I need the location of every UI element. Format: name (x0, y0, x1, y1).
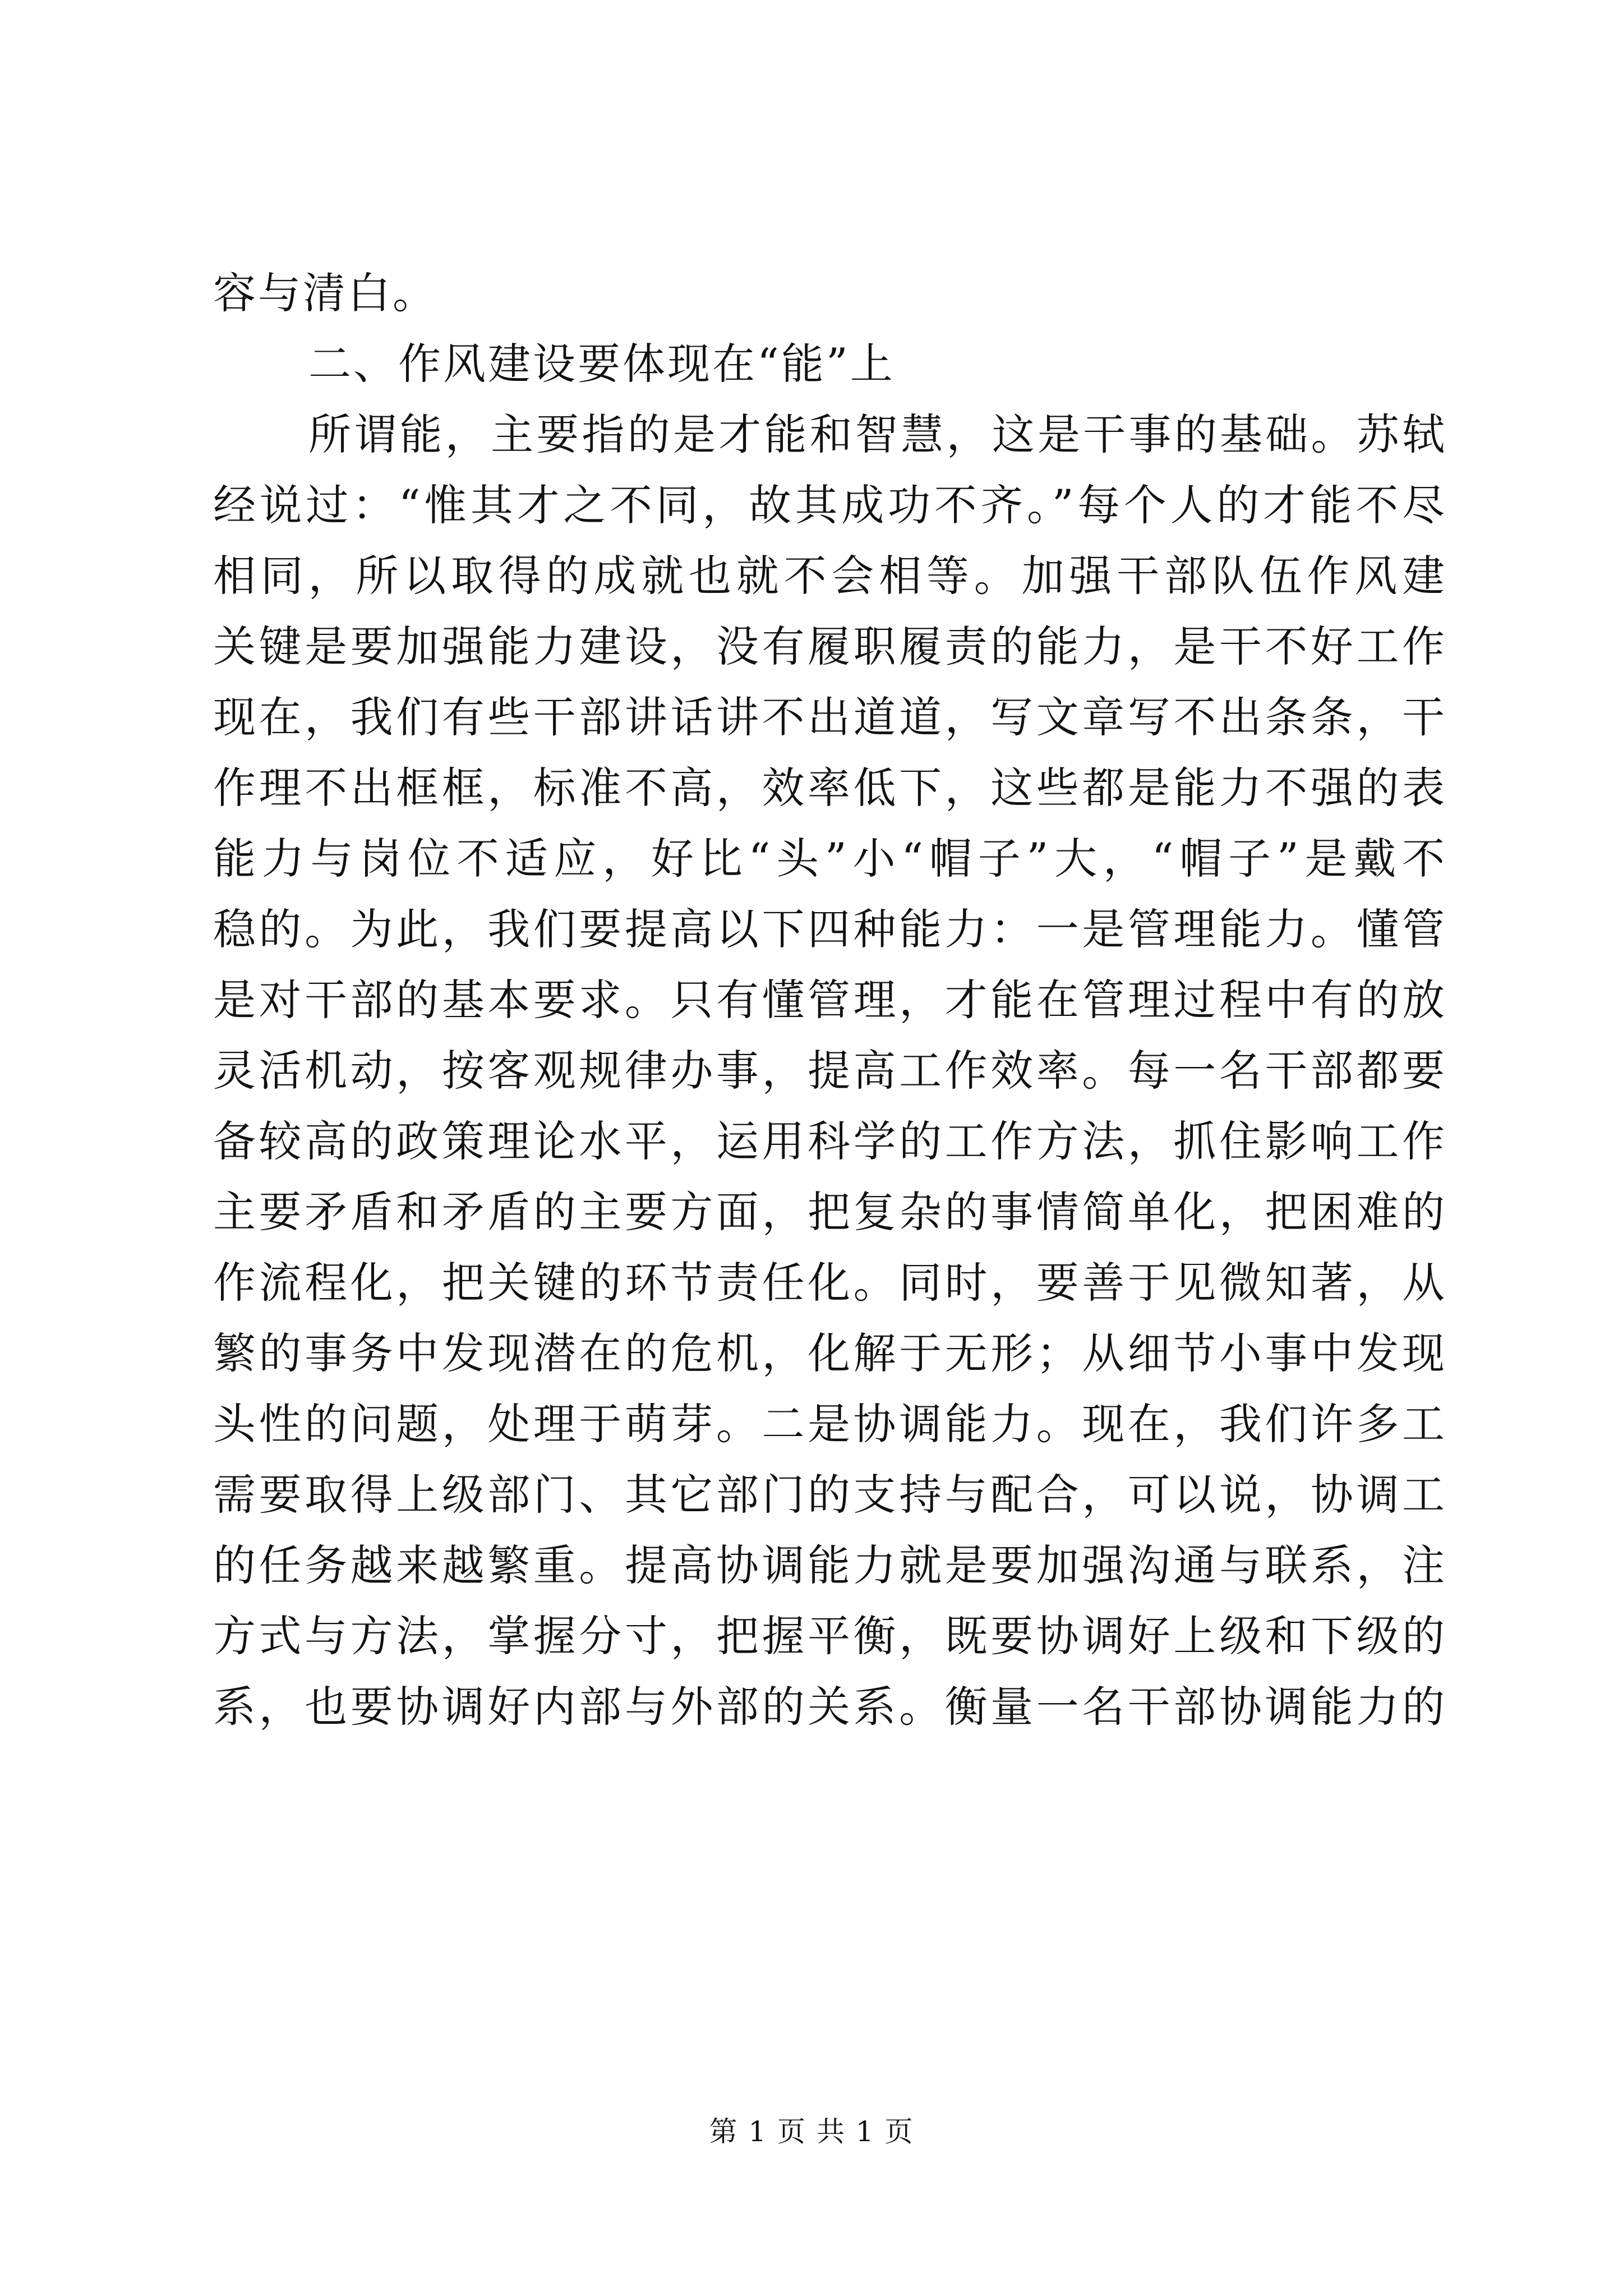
text-line: 灵活机动，按客观规律办事，提高工作效率。每一名干部都要 (213, 1046, 1447, 1096)
text-line: 相同，所以取得的成就也就不会相等。加强干部队伍作风建 (213, 551, 1447, 601)
text-line: 作理不出框框，标准不高，效率低下，这些都是能力不强的表 (213, 763, 1447, 813)
text-line: 容与清白。 (213, 268, 437, 318)
document-body (213, 258, 1447, 1742)
text-line: 现在，我们有些干部讲话讲不出道道，写文章写不出条条，干 (213, 692, 1447, 742)
text-line: 作流程化，把关键的环节责任化。同时，要善于见微知著，从 (213, 1258, 1447, 1308)
text-line: 方式与方法，掌握分寸，把握平衡，既要协调好上级和下级的 (213, 1611, 1447, 1661)
text-line: 稳的。为此，我们要提高以下四种能力：一是管理能力。懂管 (213, 904, 1447, 954)
text-line: 关键是要加强能力建设，没有履职履责的能力，是干不好工作 (213, 622, 1447, 671)
text-line: 所谓能，主要指的是才能和智慧，这是干事的基础。苏轼 (308, 409, 1447, 459)
text-line: 主要矛盾和矛盾的主要方面，把复杂的事情简单化，把困难的 (213, 1187, 1447, 1237)
text-line: 繁的事务中发现潜在的危机，化解于无形；从细节小事中发现 (213, 1328, 1447, 1378)
section-heading: 二、作风建设要体现在“能”上 (308, 339, 895, 389)
text-line: 能力与岗位不适应，好比“头”小“帽子”大，“帽子”是戴不 (213, 834, 1447, 884)
page-number-footer: 第 1 页 共 1 页 (709, 2115, 914, 2148)
text-line: 系，也要协调好内部与外部的关系。衡量一名干部协调能力的 (213, 1682, 1447, 1732)
text-line: 头性的问题，处理于萌芽。二是协调能力。现在，我们许多工 (213, 1399, 1447, 1449)
text-line: 经说过：“惟其才之不同，故其成功不齐。”每个人的才能不尽 (213, 480, 1447, 530)
text-line: 备较高的政策理论水平，运用科学的工作方法，抓住影响工作 (213, 1116, 1447, 1166)
text-line: 需要取得上级部门、其它部门的支持与配合，可以说，协调工 (213, 1470, 1447, 1520)
text-line: 的任务越来越繁重。提高协调能力就是要加强沟通与联系，注 (213, 1540, 1447, 1590)
text-line: 是对干部的基本要求。只有懂管理，才能在管理过程中有的放 (213, 975, 1447, 1025)
